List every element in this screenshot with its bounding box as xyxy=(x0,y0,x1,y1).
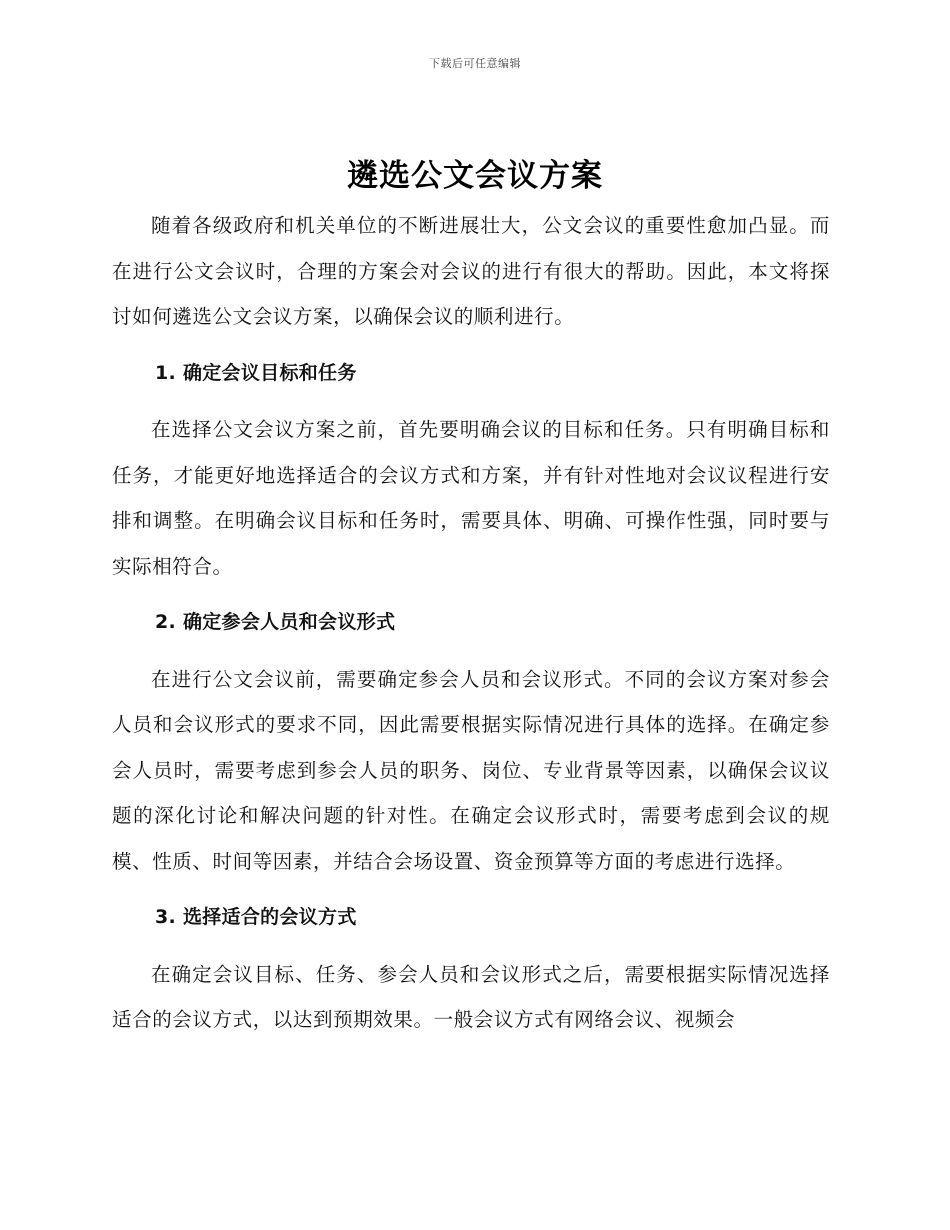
section-heading-2: 2. 确定参会人员和会议形式 xyxy=(155,611,396,633)
section-body-3: 在确定会议目标、任务、参会人员和会议形式之后，需要根据实际情况选择适合的会议方式，以达到预期效果。一般会议方式有网络会议、视频会 xyxy=(112,962,830,1031)
section-heading-1: 1. 确定会议目标和任务 xyxy=(155,361,357,384)
section-heading-3: 3. 选择适合的会议方式 xyxy=(155,906,357,928)
document-body xyxy=(112,203,830,1043)
document-title: 遴选公文会议方案 xyxy=(347,158,603,194)
section-body-1: 在选择公文会议方案之前，首先要明确会议的目标和任务。只有明确目标和任务，才能更好地选择适合的会议方式和方案，并有针对性地对会议议程进行安排和调整。在明确会议目标和任务时，需要具体、明确、可操作性强，同时要与实际相符合。 xyxy=(112,418,830,578)
intro-paragraph: 随着各级政府和机关单位的不断进展壮大，公文会议的重要性愈加凸显。而在进行公文会议时，合理的方案会对会议的进行有很大的帮助。因此，本文将探讨如何遴选公文会议方案，以确保会议的顺利进行。 xyxy=(112,214,830,328)
header-note: 下载后可任意编辑 xyxy=(429,57,521,70)
section-body-2: 在进行公文会议前，需要确定参会人员和会议形式。不同的会议方案对参会人员和会议形式的要求不同，因此需要根据实际情况进行具体的选择。在确定参会人员时，需要考虑到参会人员的职务、岗位、专业背景等因素，以确保会议议题的深化讨论和解决问题的针对性。在确定会议形式时，需要考虑到会议的规模、性质、时间等因素，并结合会场设置、资金预算等方面的考虑进行选择。 xyxy=(112,667,830,873)
